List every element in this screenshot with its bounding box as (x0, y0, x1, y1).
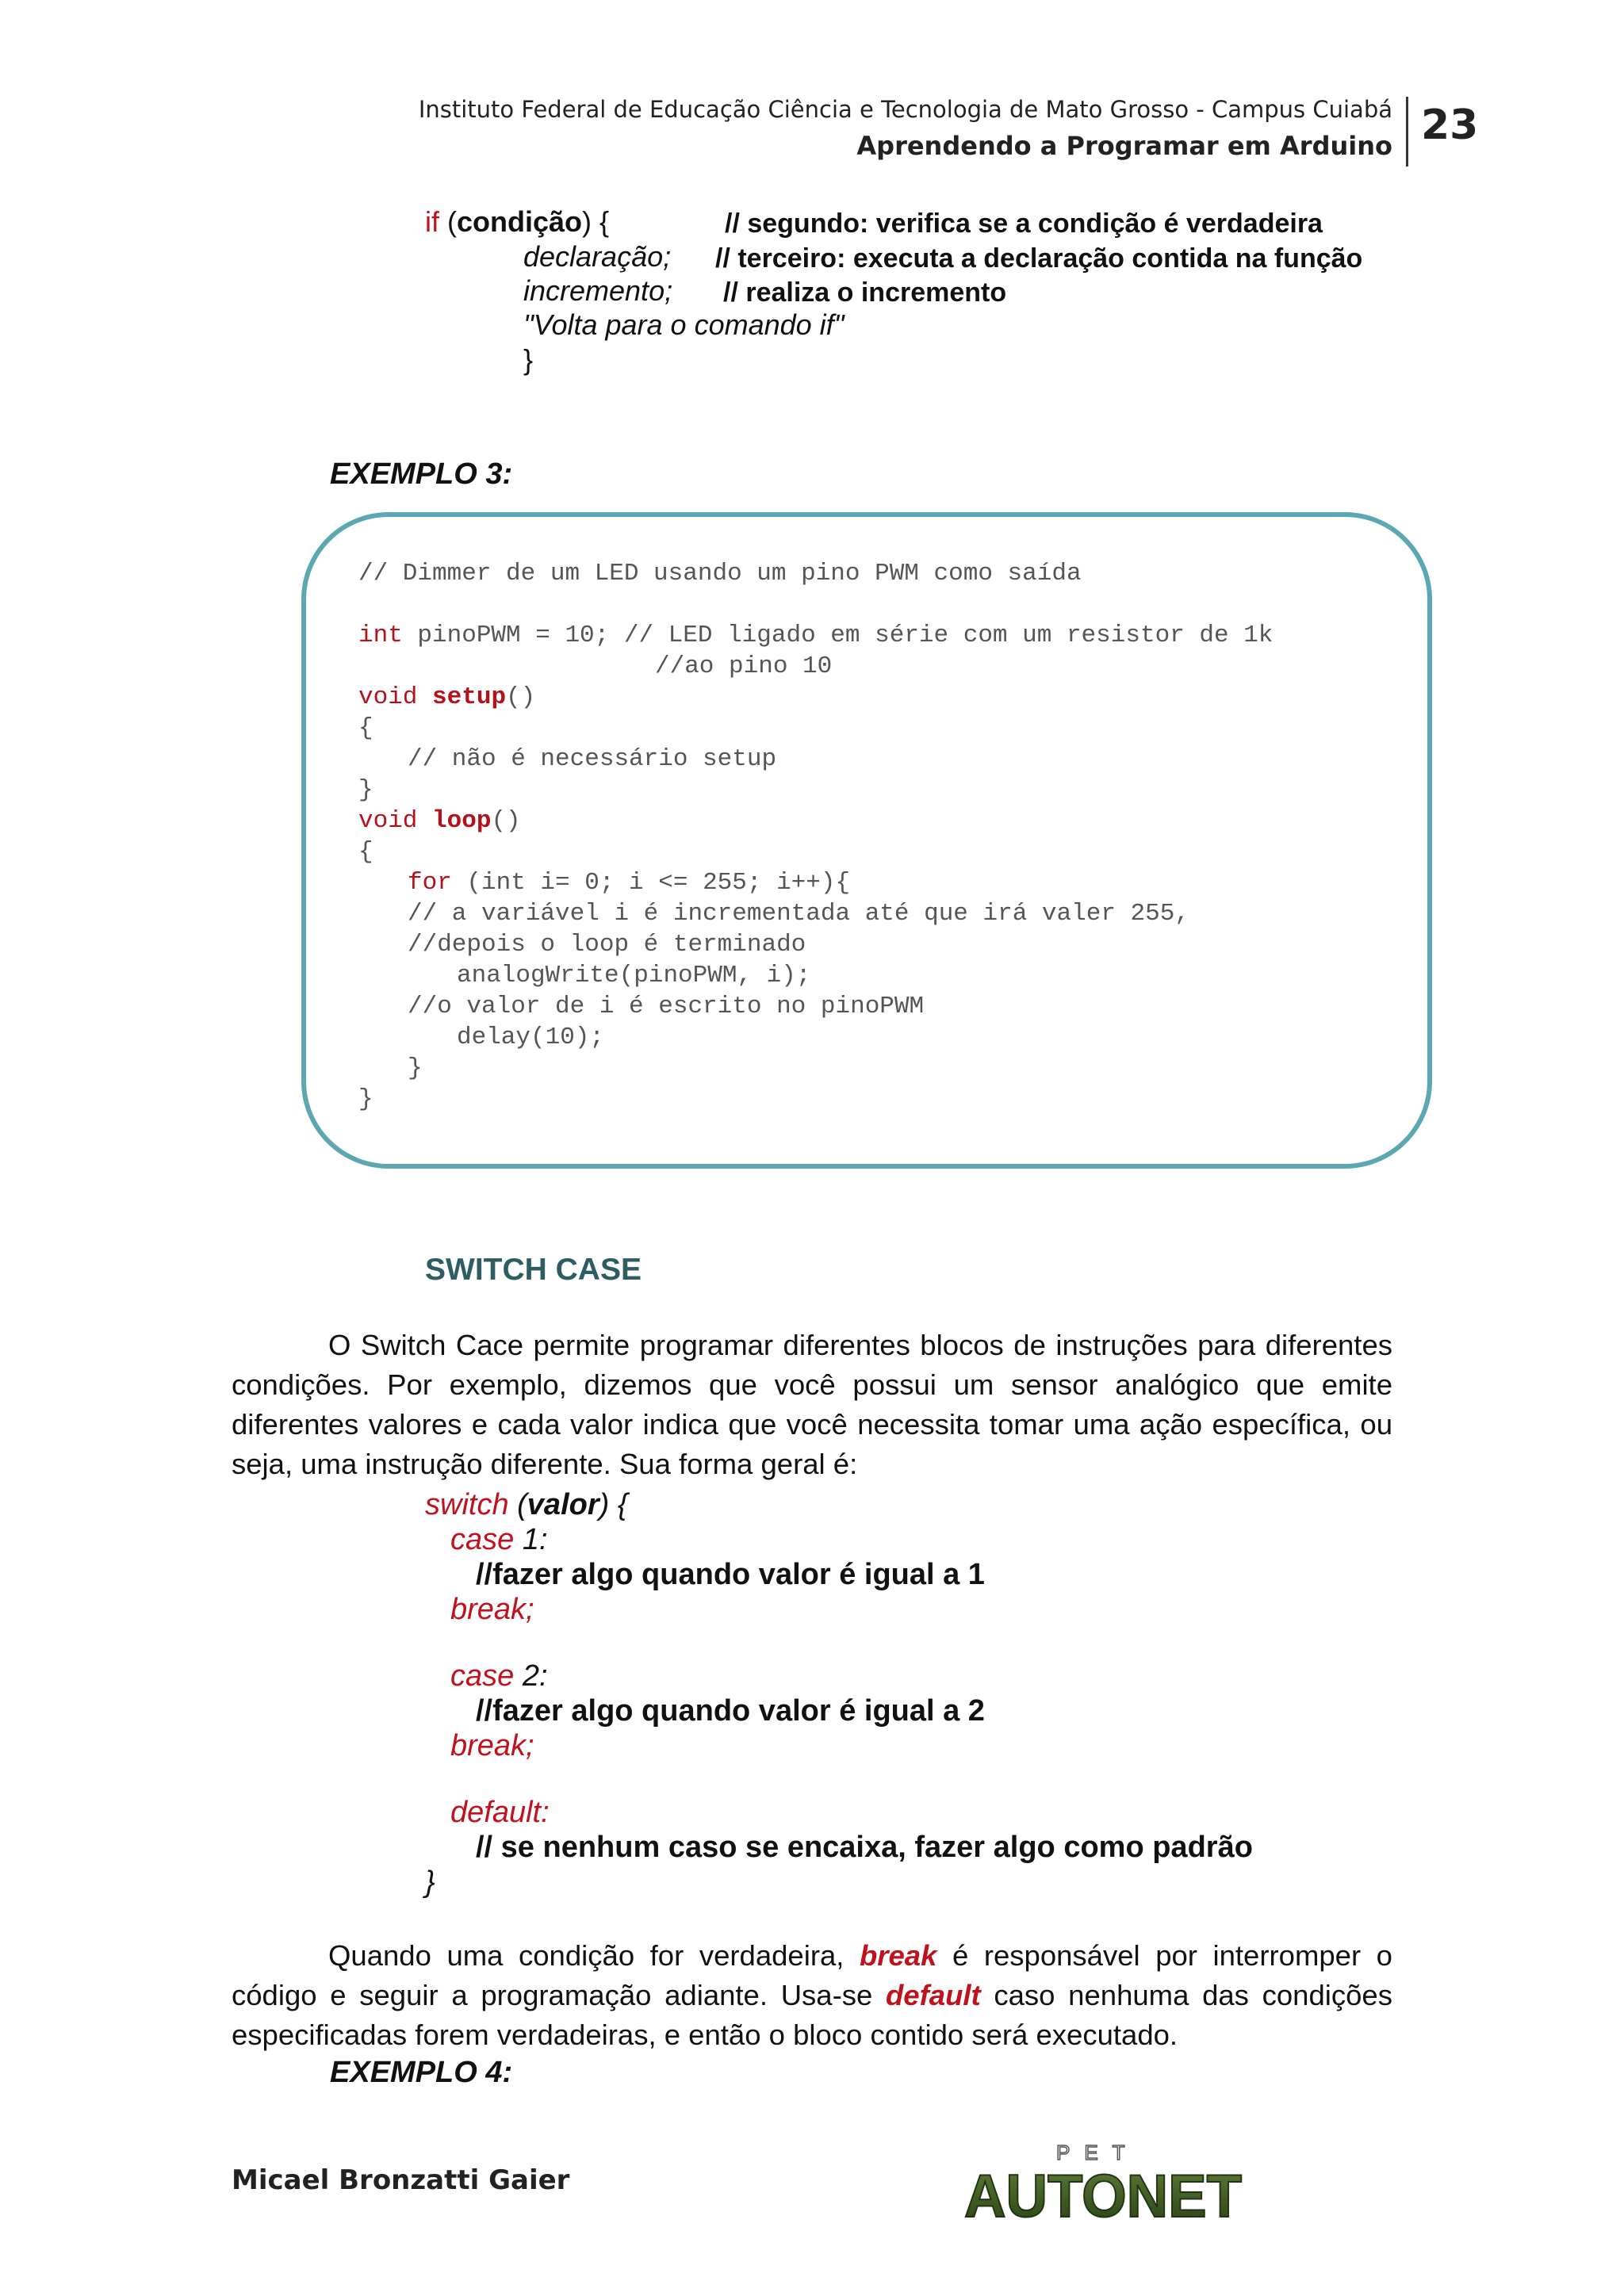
code-line: { (358, 714, 373, 742)
break2-line: break; (450, 1729, 534, 1762)
loop-function: loop (432, 807, 492, 835)
code-line: // Dimmer de um LED usando um pino PWM como saída (358, 560, 1082, 587)
code-line: //o valor de i é escrito no pinoPWM (408, 993, 925, 1020)
header-institution: Instituto Federal de Educação Ciência e Tecnologia de Mato Grosso - Campus Cuiabá (418, 96, 1392, 123)
switch-line: switch (valor) { (425, 1488, 628, 1521)
footer-author: Micael Bronzatti Gaier (232, 2164, 570, 2196)
code-line: for (int i= 0; i <= 255; i++){ (408, 869, 851, 897)
logo-pet-text: PET (1056, 2141, 1139, 2164)
declaration-line: declaração; (523, 240, 672, 273)
case1-comment: //fazer algo quando valor é igual a 1 (476, 1558, 985, 1591)
page-number: 23 (1421, 101, 1479, 149)
code-line: analogWrite(pinoPWM, i); (457, 962, 811, 989)
default-keyword: default (886, 1979, 981, 2011)
condition-word: condição (457, 205, 583, 238)
paragraph-break-default: Quando uma condição for verdadeira, break é responsável por interromper o código e seguir a programação adiante. Usa-se default caso nenhuma das condições especificadas forem verdadeiras, e então o bloco contido será executado. (232, 1939, 1392, 2051)
case1-line: case 1: (450, 1523, 548, 1556)
switch-close-brace: } (425, 1866, 435, 1899)
section-title: SWITCH CASE (425, 1253, 642, 1287)
for-close-brace: } (523, 343, 534, 376)
logo-autonet-text: AUTONET (964, 2163, 1242, 2228)
for-if-line: if (condição) { (425, 205, 610, 238)
valor-word: valor (527, 1488, 599, 1521)
paragraph-switch-intro: O Switch Cace permite programar diferentes blocos de instruções para diferentes condições. Por exemplo, dizemos que você possui um sensor analógico que emite diferentes valores e cada valor indica que você necessita tomar uma ação específica, ou seja, uma instrução diferente. Sua forma geral é: (232, 1329, 1392, 1480)
code-line: void setup() (358, 683, 536, 711)
break-keyword: break (860, 1939, 937, 1972)
declaration-comment: // terceiro: executa a declaração contida na função (715, 243, 1363, 274)
example4-title: EXEMPLO 4: (330, 2056, 513, 2089)
code-line: } (408, 1054, 423, 1082)
break1-line: break; (450, 1593, 534, 1626)
code-line: void loop() (358, 807, 521, 835)
case2-comment: //fazer algo quando valor é igual a 2 (476, 1694, 985, 1728)
code-line: //depois o loop é terminado (408, 931, 806, 959)
if-comment: // segundo: verifica se a condição é verdadeira (725, 209, 1323, 239)
code-line: int pinoPWM = 10; // LED ligado em série com um resistor de 1k (358, 622, 1274, 649)
increment-comment: // realiza o incremento (723, 277, 1007, 308)
default-comment: // se nenhum caso se encaixa, fazer algo como padrão (476, 1831, 1253, 1864)
code-line: // a variável i é incrementada até que irá valer 255, (408, 900, 1189, 928)
if-keyword: if (425, 205, 439, 238)
autonet-logo (961, 2133, 1247, 2228)
header-book-title: Aprendendo a Programar em Arduino (856, 131, 1392, 161)
code-line: delay(10); (457, 1024, 605, 1051)
example3-title: EXEMPLO 3: (330, 457, 513, 491)
code-box (301, 512, 1432, 1169)
setup-function: setup (432, 683, 507, 711)
back-to-if-line: "Volta para o comando if" (523, 308, 845, 341)
default-line: default: (450, 1796, 550, 1829)
code-line: // não é necessário setup (408, 745, 777, 773)
code-line: } (358, 1085, 373, 1113)
increment-line: incremento; (523, 274, 673, 307)
code-line: { (358, 838, 373, 866)
code-line: } (358, 776, 373, 804)
case2-line: case 2: (450, 1659, 548, 1693)
code-line: //ao pino 10 (655, 652, 833, 680)
header-divider (1406, 97, 1408, 166)
